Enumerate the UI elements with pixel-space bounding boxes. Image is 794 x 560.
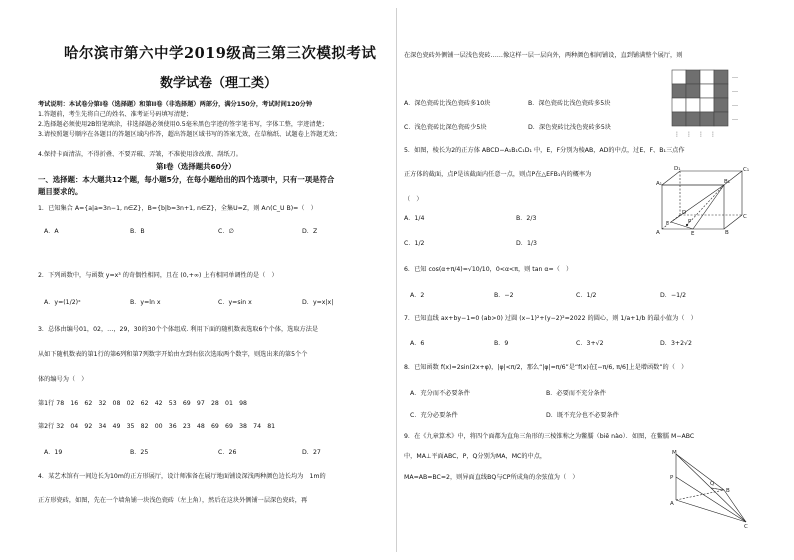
- svg-text:…: …: [732, 87, 738, 94]
- q2-option-d: D．y=x|x|: [302, 299, 334, 306]
- random-table-row-1: 第1行 78 16 62 32 08 02 62 42 53 69 97 28 01 98: [38, 400, 247, 407]
- question-8: 8．已知函数 f(x)=2sin(2x+φ)，|φ|<π/2，那么“|φ|=π/6”是“f(x)在[−π/6, π/6]上是增函数”的（ ）: [404, 364, 688, 371]
- cube-label-b1: B₁: [724, 179, 730, 185]
- q4-option-a: A．深色瓷砖比浅色瓷砖多10块: [404, 100, 491, 107]
- exam-title: 哈尔滨市第六中学2019级高三第三次模拟考试: [64, 45, 377, 62]
- pyramid-label-a: A: [670, 501, 674, 507]
- exam-note-2: 2.选择题必须使用2B铅笔填涂，非选择题必须使用0.5毫米黑色字迹的签字笔书写，字体工整，字迹清楚；: [38, 121, 328, 128]
- pyramid-label-b: B: [726, 488, 730, 494]
- q6-option-d: D．−1/2: [660, 292, 687, 299]
- q2-option-b: B．y=ln x: [130, 299, 161, 306]
- cube-label-c1: C₁: [743, 167, 750, 173]
- column-divider: [396, 8, 397, 552]
- q3-option-a: A．19: [44, 449, 63, 456]
- q3-option-c: C．26: [218, 449, 237, 456]
- tile-grid-figure: [670, 68, 744, 140]
- q6-option-c: C．1/2: [576, 292, 597, 299]
- question-2: 2．下列函数中，与函数 y=x³ 的奇偶性相同，且在 (0,+∞) 上有相同单调性的是（ ）: [38, 272, 278, 279]
- section-heading-1: 一、选择题：本大题共12个题，每小题5分，在每小题给出的四个选项中，只有一项是符合: [38, 175, 335, 184]
- cube-label-a1: A₁: [656, 181, 662, 187]
- q5-option-a: A．1/4: [404, 215, 425, 222]
- q1-option-c: C．∅: [218, 228, 234, 235]
- tile-grid: [672, 70, 728, 126]
- q8-option-a: A．充分而不必要条件: [410, 390, 470, 397]
- pyramid-label-q: Q: [710, 481, 715, 487]
- q4-option-d: D．深色瓷砖比浅色瓷砖多5块: [528, 124, 611, 131]
- cube-label-f: F: [666, 221, 670, 227]
- q8-option-d: D．既不充分也不必要条件: [546, 412, 619, 419]
- exam-note-3: 3.请按照题号顺序在各题目的答题区域内作答，超出答题区域书写的答案无效，在草稿纸、试题卷上答题无效；: [38, 131, 341, 138]
- q5-option-d: D．1/3: [516, 240, 537, 247]
- svg-text:…: …: [732, 73, 738, 80]
- q7-option-d: D．3+2√2: [660, 340, 692, 347]
- q6-option-a: A．2: [410, 292, 425, 299]
- q4-option-b: B．深色瓷砖比浅色瓷砖多5块: [528, 100, 611, 107]
- svg-text:…: …: [732, 101, 738, 108]
- question-3-line-3: 体的编号为（ ）: [38, 376, 88, 383]
- q1-option-b: B．B: [130, 228, 145, 235]
- q1-option-a: A．A: [44, 228, 59, 235]
- question-3-line-2: 从如下随机数表的第1行的第6列和第7列数字开始由左到右依次选取两个数字，则选出来的第5个个: [38, 351, 308, 358]
- section-heading-2: 题目要求的。: [38, 187, 83, 196]
- q2-option-c: C．y=sin x: [218, 299, 252, 306]
- cube-label-b: B: [725, 230, 729, 235]
- q8-option-c: C．充分必要条件: [410, 412, 458, 419]
- question-6: 6．已知 cos(α+π/4)=√10/10，0<α<π，则 tan α=（ ）: [404, 266, 573, 273]
- pyramid-label-c: C: [744, 524, 748, 528]
- q7-option-b: B．9: [494, 340, 509, 347]
- q6-option-b: B．−2: [494, 292, 514, 299]
- random-table-row-2: 第2行 32 04 92 34 49 35 82 00 36 23 48 69 69 38 74 81: [38, 423, 276, 430]
- q8-option-b: B．必要而不充分条件: [546, 390, 606, 397]
- q3-option-b: B．25: [130, 449, 149, 456]
- exam-note-0: 考试说明：本试卷分第I卷（选择题）和第II卷（非选择题）两部分，满分150分，考试时间120分钟: [38, 101, 313, 108]
- svg-text:…: …: [732, 115, 738, 122]
- question-5-line-3: （ ）: [404, 196, 423, 203]
- q2-option-a: A．y=(1/2)ˣ: [44, 299, 81, 306]
- cube-label-d: D: [682, 210, 687, 216]
- left-column: [38, 0, 390, 560]
- q7-option-c: C．3+√2: [576, 340, 604, 347]
- svg-text:⋮ ⋮ ⋮ ⋮: ⋮ ⋮ ⋮ ⋮: [674, 131, 717, 138]
- pyramid-figure: [666, 448, 752, 528]
- question-9-line-2: 中，MA⊥平面ABC，P，Q分别为MA，MC的中点，: [404, 453, 547, 460]
- part-title: 第I卷（选择题共60分）: [156, 162, 236, 171]
- right-column: [404, 0, 754, 560]
- q3-option-d: D．27: [302, 449, 321, 456]
- question-3-line-1: 3．总体由编号01，02，…，29，30的30个个体组成. 利用下面的随机数表选取6个个体，选取方法是: [38, 326, 319, 333]
- q5-option-b: B．2/3: [516, 215, 537, 222]
- cube-label-p: P: [688, 219, 692, 225]
- cube-label-e: E: [691, 231, 695, 235]
- q5-option-c: C．1/2: [404, 240, 425, 247]
- exam-subtitle: 数学试卷（理工类）: [160, 76, 278, 91]
- exam-note-4: 4.保持卡面清洁，不得折叠、不要弄破、弄皱，不准使用涂改液、刮纸刀。: [38, 151, 242, 158]
- question-5-line-1: 5．如图，棱长为2的正方体 ABCD−A₁B₁C₁D₁ 中，E，F分别为棱AB，AD的中点，过E、F、B₁三点作: [404, 147, 685, 154]
- q1-option-d: D．Z: [302, 228, 318, 235]
- question-7: 7．已知直线 ax+by−1=0 (ab>0) 过圆 (x−1)²+(y−2)²=2022 的圆心，则 1/a+1/b 的最小值为（ ）: [404, 315, 697, 322]
- cube-figure: [654, 163, 750, 235]
- cube-label-a: A: [656, 230, 660, 235]
- question-9-line-1: 9．在《九章算术》中，将四个面都为直角三角形的三棱锥称之为鳖臑（biē nào）．如图，在鳖臑 M−ABC: [404, 433, 695, 440]
- cube-label-c: C: [743, 214, 747, 220]
- question-5-line-2: 正方体的截面，点P是该截面内任意一点，则点P在△EFB₁内的概率为: [404, 171, 592, 178]
- pyramid-label-p: P: [670, 475, 674, 481]
- question-1: 1．已知集合 A={a|a=3n−1, n∈Z}，B={b|b=3n+1, n∈Z}，全集U=Z，则 A∩(C_U B)=（ ）: [38, 205, 317, 212]
- question-9-line-3: MA=AB=BC=2，则异面直线BQ与CP所成角的余弦值为（ ）: [404, 474, 579, 481]
- question-4-line-1: 4．某艺术馆有一间边长为10m的正方形展厅，设计师准备在展厅地面铺设深浅两种颜色边长均为 1m的: [38, 473, 326, 480]
- question-4-line-3: 在深色瓷砖外侧铺一层浅色瓷砖……像这样一层一层向外，两种颜色相间铺设，直到铺满整个展厅，则: [404, 52, 683, 59]
- pyramid-label-m: M: [672, 450, 677, 456]
- q4-option-c: C．浅色瓷砖比深色瓷砖少5块: [404, 124, 487, 131]
- exam-note-1: 1.答题前，考生先将自己的姓名、准考证号码填写清楚；: [38, 111, 193, 118]
- cube-label-d1: D₁: [674, 166, 681, 172]
- question-4-line-2: 正方形瓷砖，如图，先在一个墙角铺一块浅色瓷砖（左上角），然后在这块外侧铺一层深色瓷砖，再: [38, 497, 308, 504]
- q7-option-a: A．6: [410, 340, 425, 347]
